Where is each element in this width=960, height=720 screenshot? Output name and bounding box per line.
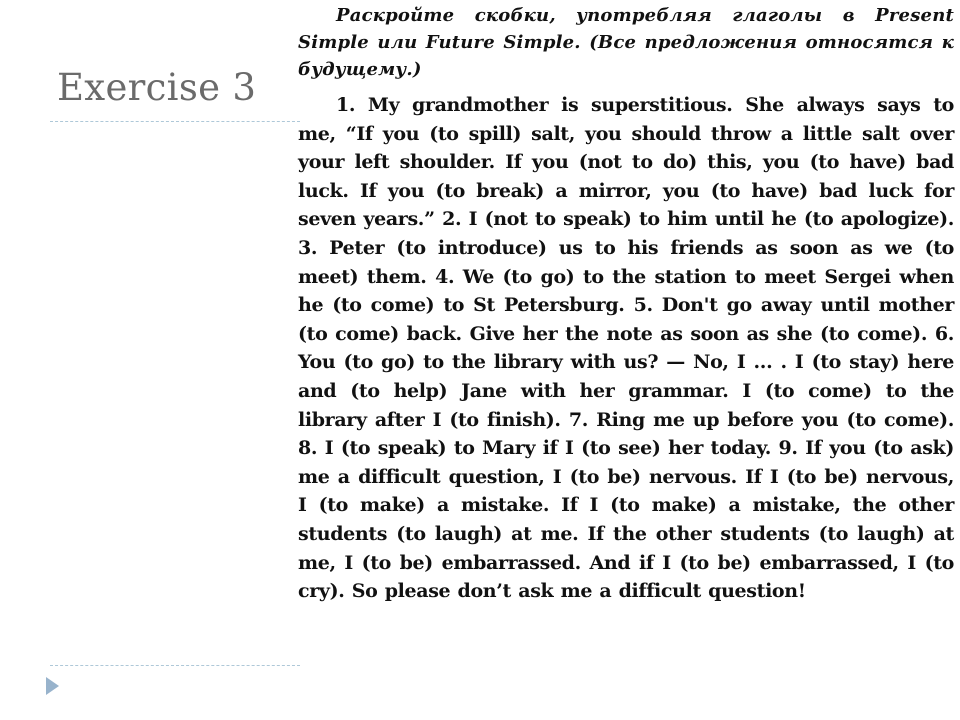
exercise-instruction: Раскройте скобки, употребляя глаголы в Present Simple или Future Simple. (Все предложения относятся к будущему.)	[298, 5, 954, 80]
title-divider	[50, 121, 300, 122]
exercise-scan	[298, 2, 954, 606]
bottom-divider	[50, 665, 300, 666]
triangle-right-icon	[46, 677, 59, 695]
exercise-text: 1. My grandmother is superstitious. She always says to me, “If you (to spill) salt, you should throw a little salt over your left shoulder. If you (not to do) this, you (to have) bad luck. If you (to break) a mirror, you (to have) bad luck for seven years.” 2. I (not to speak) to him until he (to apologize). 3. Peter (to introduce) us to his friends as soon as we (to meet) them. 4. We (to go) to the station to meet Sergei when he (to come) to St Petersburg. 5. Don't go away until mother (to come) back. Give her the note as soon as she (to come). 6. You (to go) to the library with us? — No, I ... . I (to stay) here and (to help) Jane with her grammar. I (to come) to the library after I (to finish). 7. Ring me up before you (to come). 8. I (to speak) to Mary if I (to see) her today. 9. If you (to ask) me a difficult question, I (to be) nervous. If I (to be) nervous, I (to make) a mistake. If I (to make) a mistake, the other students (to laugh) at me. If the other students (to laugh) at me, I (to be) embarrassed. And if I (to be) embarrassed, I (to cry). So please don’t ask me a difficult question!	[298, 94, 954, 603]
slide-title: Exercise 3	[57, 66, 257, 109]
